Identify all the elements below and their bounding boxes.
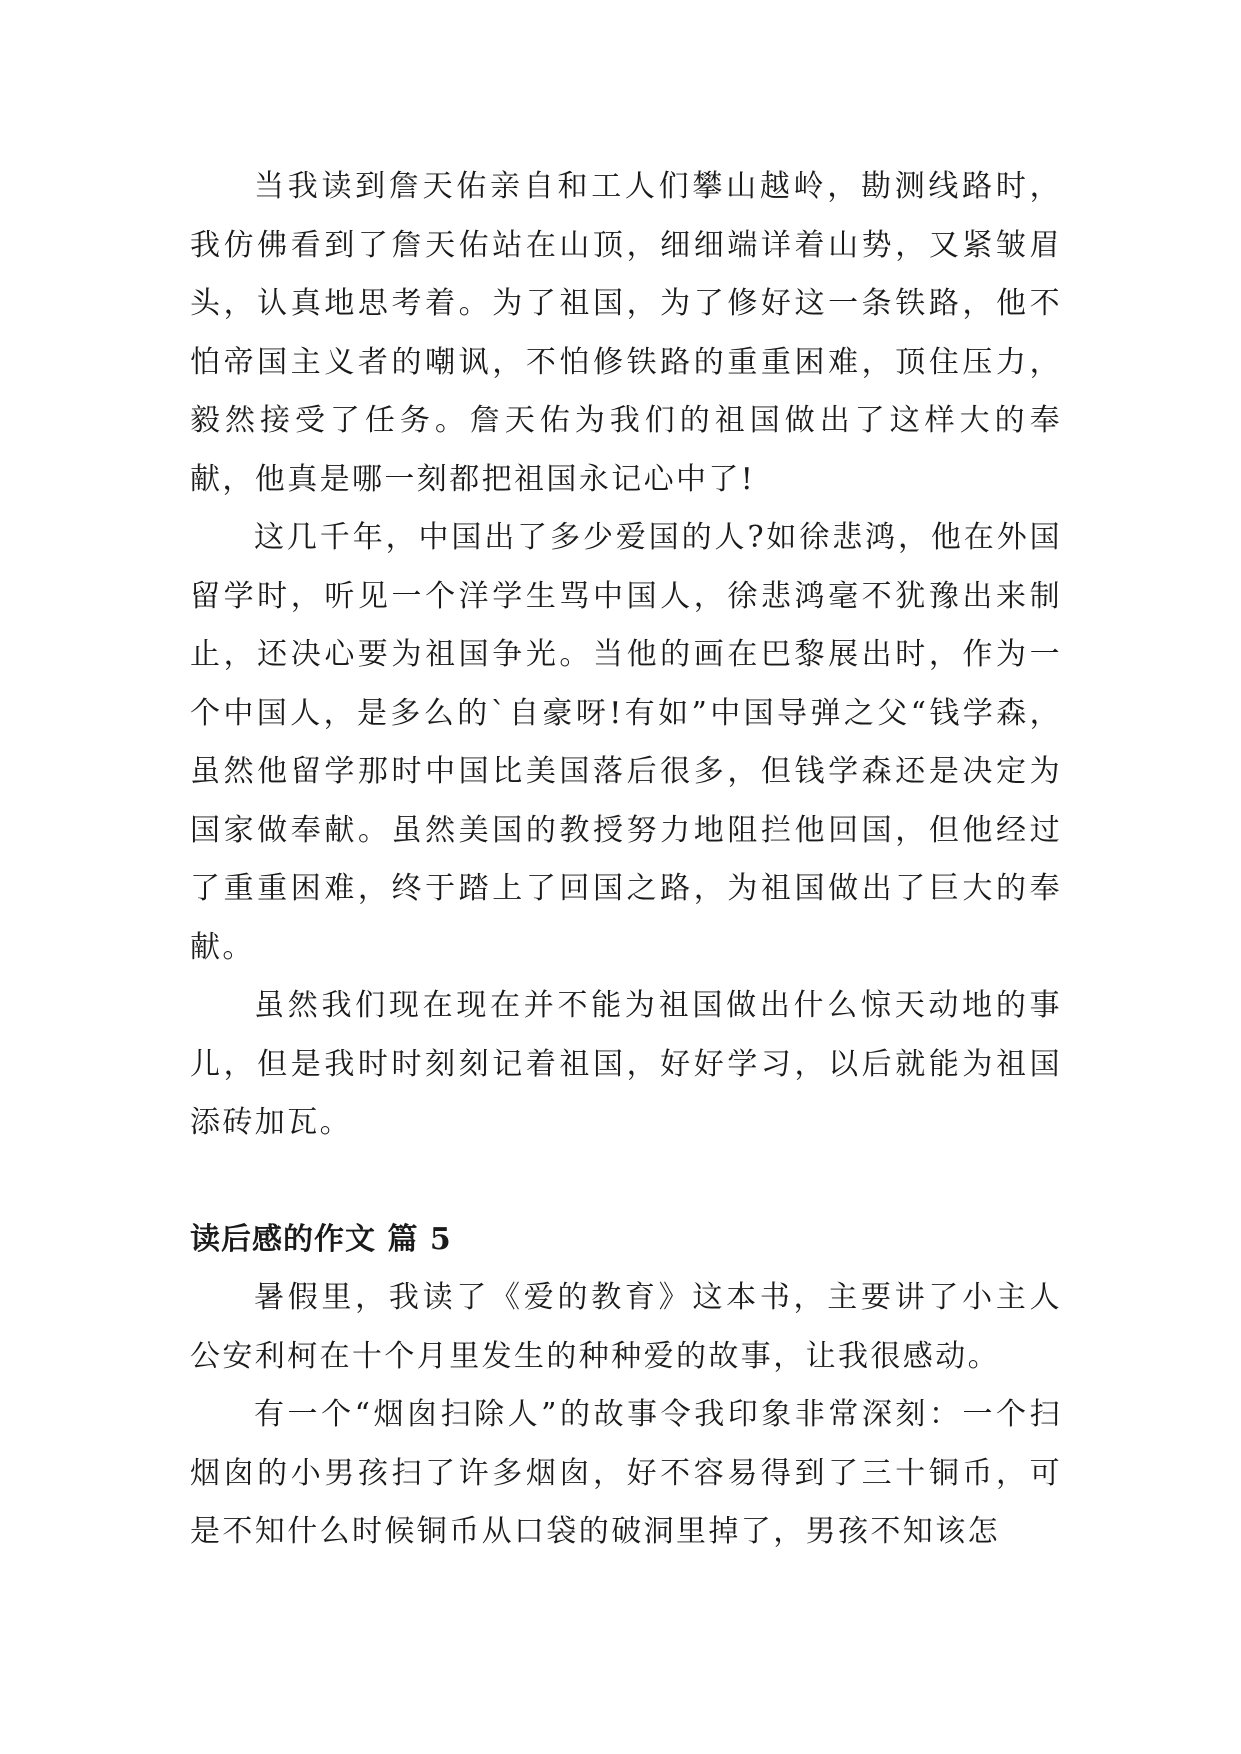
- section-heading: 读后感的作文 篇 5: [190, 1221, 452, 1257]
- paragraph-patriots: 这几千年，中国出了多少爱国的人?如徐悲鸿，他在外国留学时，听见一个洋学生骂中国人，徐悲鸿毫不犹豫出来制止，还决心要为祖国争光。当他的画在巴黎展出时，作为一个中国人，是多么的`自豪呀!有如”中国导弹之父“钱学森，虽然他留学那时中国比美国落后很多，但钱学森还是决定为国家做奉献。虽然美国的教授努力地阻拦他回国，但他经过了重重困难，终于踏上了回国之路，为祖国做出了巨大的奉献。: [190, 520, 1062, 965]
- paragraph-conclusion: 虽然我们现在现在并不能为祖国做出什么惊天动地的事儿，但是我时时刻刻记着祖国，好好学习，以后就能为祖国添砖加瓦。: [190, 988, 1062, 1140]
- paragraph-chimney-sweep: 有一个“烟囱扫除人”的故事令我印象非常深刻：一个扫烟囱的小男孩扫了许多烟囱，好不容易得到了三十铜币，可是不知什么时候铜币从口袋的破洞里掉了，男孩不知该怎: [190, 1397, 1062, 1549]
- paragraph-summer-reading: 暑假里，我读了《爱的教育》这本书，主要讲了小主人公安利柯在十个月里发生的种种爱的故事，让我很感动。: [190, 1280, 1062, 1374]
- paragraph-zhan-tianyou: 当我读到詹天佑亲自和工人们攀山越岭，勘测线路时，我仿佛看到了詹天佑站在山顶，细细端详着山势，又紧皱眉头，认真地思考着。为了祖国，为了修好这一条铁路，他不怕帝国主义者的嘲讽，不怕修铁路的重重困难，顶住压力，毅然接受了任务。詹天佑为我们的祖国做出了这样大的奉献，他真是哪一刻都把祖国永记心中了!: [190, 169, 1062, 497]
- document-body: [190, 158, 1062, 1562]
